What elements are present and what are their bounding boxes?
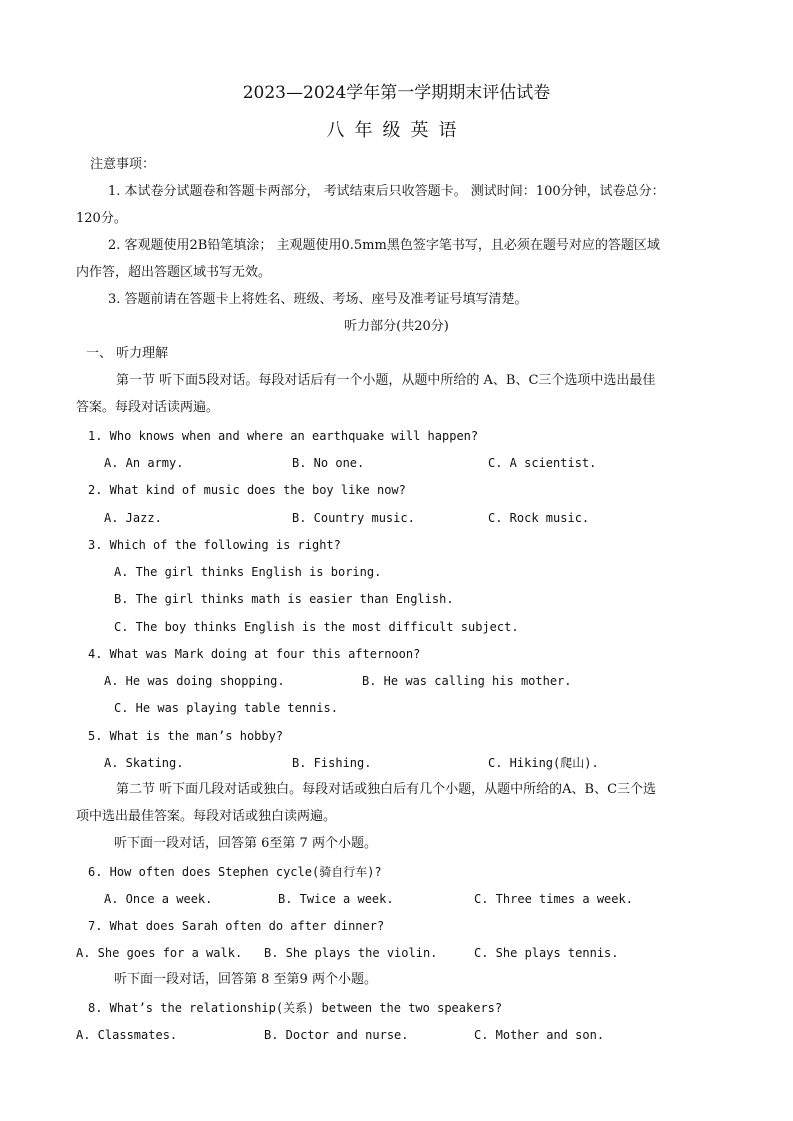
q1-option-c: C. A scientist.	[488, 456, 597, 470]
q4-option-c: C. He was playing table tennis.	[114, 701, 338, 715]
q6-option-b: B. Twice a week.	[278, 892, 394, 906]
notice-item-3: 3. 答题前请在答题卡上将姓名、班级、考场、座号及准考证号填写清楚。	[108, 292, 528, 307]
q2-option-b: B. Country music.	[292, 511, 415, 525]
q5-option-b: B. Fishing.	[292, 756, 372, 770]
q8-option-b: B. Doctor and nurse.	[264, 1028, 409, 1042]
q7-option-b: B. She plays the violin.	[264, 946, 438, 960]
part-title: 一、 听力理解	[86, 346, 169, 361]
q2-option-a: A. Jazz.	[104, 511, 162, 525]
question-6: 6. How often does Stephen cycle(骑自行车)?	[88, 865, 382, 879]
q6-option-c: C. Three times a week.	[474, 892, 633, 906]
question-1: 1. Who knows when and where an earthquake will happen?	[88, 429, 479, 443]
section2-intro: 第二节 听下面几段对话或独白。每段对话或独白后有几个小题，从题中所给的A、B、C三个选	[116, 782, 657, 797]
section2-intro-cont: 项中选出最佳答案。每段对话或独白读两遍。	[76, 809, 337, 824]
q6-option-a: A. Once a week.	[104, 892, 213, 906]
q1-option-b: B. No one.	[292, 456, 365, 470]
q7-option-a: A. She goes for a walk.	[76, 946, 243, 960]
q7-option-c: C. She plays tennis.	[474, 946, 619, 960]
q3-option-c: C. The boy thinks English is the most difficult subject.	[114, 620, 519, 634]
question-7: 7. What does Sarah often do after dinner?	[88, 919, 385, 933]
question-3: 3. Which of the following is right?	[88, 538, 341, 552]
instruction-q6-q7: 听下面一段对话，回答第 6至第 7 两个小题。	[114, 836, 377, 851]
exam-title: 2023—2024学年第一学期期末评估试卷	[242, 83, 551, 103]
question-8: 8. What’s the relationship(关系) between the two speakers?	[88, 1001, 503, 1015]
q4-option-b: B. He was calling his mother.	[362, 674, 572, 688]
q1-option-a: A. An army.	[104, 456, 184, 470]
q3-option-a: A. The girl thinks English is boring.	[114, 565, 382, 579]
q5-option-c: C. Hiking(爬山).	[488, 756, 599, 770]
q3-option-b: B. The girl thinks math is easier than English.	[114, 592, 454, 606]
q4-option-a: A. He was doing shopping.	[104, 674, 285, 688]
question-5: 5. What is the man’s hobby?	[88, 729, 284, 743]
notice-item-2-cont: 内作答，超出答题区域书写无效。	[76, 265, 272, 280]
q2-option-c: C. Rock music.	[488, 511, 590, 525]
section1-intro: 第一节 听下面5段对话。每段对话后有一个小题，从题中所给的 A、B、C三个选项中选出最佳	[116, 373, 656, 388]
instruction-q8-q9: 听下面一段对话，回答第 8 至第9 两个小题。	[114, 972, 377, 987]
section1-intro-cont: 答案。每段对话读两遍。	[76, 400, 220, 415]
q8-option-a: A. Classmates.	[76, 1028, 178, 1042]
notice-item-1: 1. 本试卷分试题卷和答题卡两部分， 考试结束后只收答题卡。 测试时间：100分钟，试卷总分：	[108, 184, 665, 199]
listening-header: 听力部分(共20分)	[344, 319, 449, 334]
notice-heading: 注意事项：	[90, 157, 156, 172]
question-2: 2. What kind of music does the boy like now?	[88, 483, 406, 497]
q5-option-a: A. Skating.	[104, 756, 184, 770]
notice-item-2: 2. 客观题使用2B铅笔填涂； 主观题使用0.5mm黑色签字笔书写，且必须在题号对应的答题区域	[108, 238, 660, 253]
notice-item-1-cont: 120分。	[76, 211, 127, 226]
exam-subtitle: 八年级英语	[326, 120, 467, 141]
question-4: 4. What was Mark doing at four this afternoon?	[88, 647, 421, 661]
q8-option-c: C. Mother and son.	[474, 1028, 605, 1042]
